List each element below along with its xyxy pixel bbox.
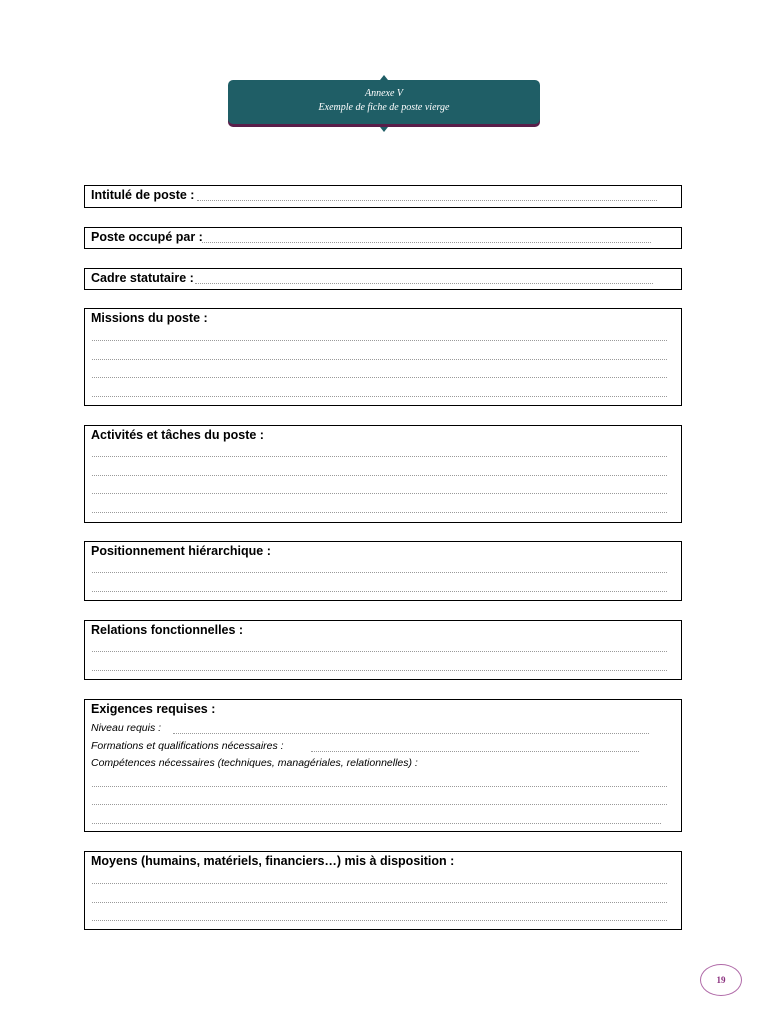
fill-line <box>92 823 661 824</box>
fill-line <box>92 377 667 378</box>
field-positionnement[interactable] <box>84 541 682 601</box>
fill-line <box>92 493 667 494</box>
field-moyens[interactable] <box>84 851 682 930</box>
formations-label: Formations et qualifications nécessaires : <box>91 740 284 752</box>
fill-line <box>92 804 667 805</box>
field-cadre-label: Cadre statutaire : <box>91 271 194 285</box>
fill-line <box>92 572 667 573</box>
fill-line <box>92 456 667 457</box>
field-intitule[interactable] <box>84 185 682 208</box>
niveau-requis-label: Niveau requis : <box>91 722 162 734</box>
field-relations[interactable] <box>84 620 682 680</box>
field-intitule-label: Intitulé de poste : <box>91 188 195 202</box>
field-poste-occupe-label: Poste occupé par : <box>91 230 203 244</box>
annex-title: Annexe V <box>364 88 404 99</box>
field-missions-label: Missions du poste : <box>91 311 208 325</box>
fill-line <box>197 200 657 201</box>
field-activites[interactable] <box>84 425 682 523</box>
fill-line <box>92 902 667 903</box>
field-missions[interactable] <box>84 308 682 406</box>
field-poste-occupe[interactable] <box>84 227 682 249</box>
field-exigences-label: Exigences requises : <box>91 702 216 716</box>
fill-line <box>311 751 639 752</box>
annex-subtitle: Exemple de fiche de poste vierge <box>318 102 450 113</box>
field-relations-label: Relations fonctionnelles : <box>91 623 244 637</box>
fill-line <box>92 786 667 787</box>
banner-bottom-tick <box>380 127 388 132</box>
field-moyens-label: Moyens (humains, matériels, financiers…) mis à disposition : <box>91 854 455 868</box>
fill-line <box>92 340 667 341</box>
fill-line <box>92 396 667 397</box>
fill-line <box>92 512 667 513</box>
fill-line <box>195 283 653 284</box>
field-positionnement-label: Positionnement hiérarchique : <box>91 544 271 558</box>
fill-line <box>92 883 667 884</box>
fill-line <box>92 591 667 592</box>
banner-top-tick <box>380 75 388 80</box>
fill-line <box>173 733 649 734</box>
field-activites-label: Activités et tâches du poste : <box>91 428 264 442</box>
fill-line <box>92 475 667 476</box>
fill-line <box>92 670 667 671</box>
fill-line <box>92 359 667 360</box>
competences-label: Compétences nécessaires (techniques, managériales, relationnelles) : <box>91 757 418 769</box>
page-number: 19 <box>700 964 742 996</box>
annex-banner <box>228 80 540 124</box>
field-cadre-statutaire[interactable] <box>84 268 682 290</box>
field-exigences[interactable] <box>84 699 682 832</box>
fill-line <box>92 651 667 652</box>
fill-line <box>92 920 667 921</box>
fill-line <box>202 242 651 243</box>
